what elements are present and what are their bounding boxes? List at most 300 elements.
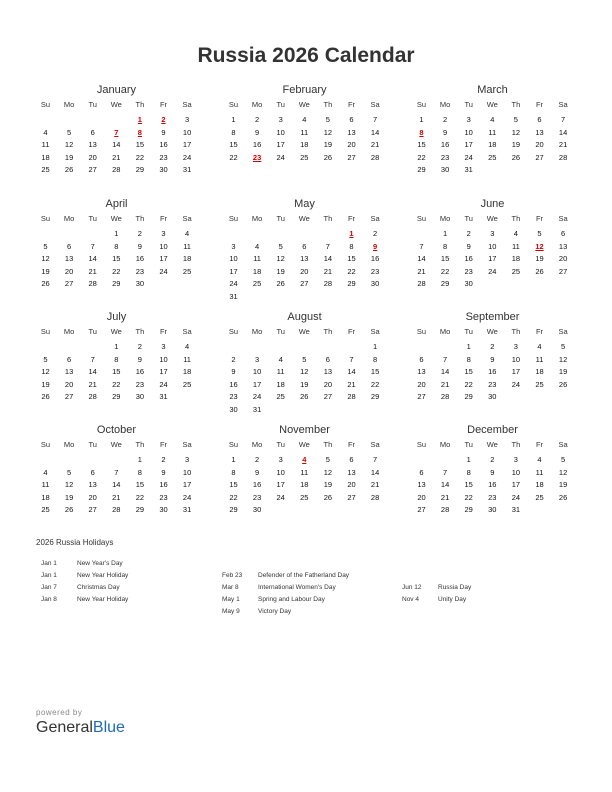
- weekday-header: Fr: [535, 327, 544, 336]
- month-december: [410, 422, 575, 514]
- footer-branding: [36, 708, 125, 737]
- calendar-day: 13: [558, 241, 568, 251]
- calendar-day: 14: [370, 127, 380, 137]
- calendar-day: 27: [347, 492, 356, 502]
- weekday-header: Mo: [63, 440, 75, 449]
- weekday-header: Fr: [159, 214, 168, 223]
- calendar-day: 27: [417, 392, 426, 401]
- holiday-entry: [402, 584, 471, 591]
- calendar-day: 28: [347, 392, 356, 401]
- calendar-day: 30: [440, 165, 450, 174]
- calendar-day: 23: [159, 152, 168, 162]
- weekday-header: Sa: [182, 327, 192, 336]
- calendar-day: 29: [347, 279, 356, 288]
- calendar-day: 9: [443, 127, 448, 137]
- calendar-day: 28: [558, 152, 568, 162]
- calendar-day: 25: [252, 279, 262, 288]
- calendar-day: 23: [370, 266, 380, 276]
- calendar-day: 29: [135, 165, 145, 174]
- weekday-header: Mo: [251, 214, 263, 223]
- calendar-day: 20: [347, 480, 356, 489]
- calendar-day: 10: [464, 127, 473, 137]
- calendar-day: 8: [373, 354, 378, 364]
- calendar-day: 5: [561, 455, 566, 464]
- calendar-day: 7: [373, 115, 378, 124]
- month-name: March: [477, 84, 508, 96]
- calendar-day: 6: [67, 354, 72, 364]
- calendar-day: 1: [231, 115, 236, 124]
- calendar-day: 30: [159, 165, 168, 174]
- holiday-date: May 1: [222, 596, 240, 603]
- calendar-day: 22: [370, 379, 380, 389]
- calendar-day: 11: [41, 140, 50, 149]
- calendar-day: 8: [443, 241, 448, 251]
- calendar-day: 22: [135, 152, 145, 162]
- weekday-header: Mo: [63, 100, 75, 109]
- calendar-day: 24: [276, 492, 285, 502]
- weekday-header: We: [110, 327, 122, 336]
- calendar-day: 23: [252, 492, 262, 502]
- weekday-header: Su: [416, 214, 427, 223]
- calendar-day: 6: [561, 229, 566, 238]
- weekday-header: We: [486, 100, 498, 109]
- calendar-day: 4: [537, 455, 542, 464]
- calendar-day: 11: [535, 354, 544, 364]
- calendar-day: 15: [347, 254, 356, 263]
- calendar-day: 1: [443, 229, 448, 238]
- calendar-day: 30: [135, 392, 145, 401]
- calendar-day: 23: [135, 266, 145, 276]
- calendar-day: 25: [41, 505, 50, 514]
- weekday-header: Mo: [251, 100, 263, 109]
- weekday-header: Sa: [558, 440, 568, 449]
- calendar-day: 18: [276, 379, 285, 389]
- weekday-header: Fr: [347, 100, 356, 109]
- calendar-day: 18: [182, 367, 192, 376]
- calendar-day: 22: [112, 266, 121, 276]
- calendar-day: 26: [558, 492, 568, 502]
- calendar-day: 25: [535, 492, 544, 502]
- weekday-header: Mo: [251, 440, 263, 449]
- calendar-day: 13: [88, 480, 97, 489]
- calendar-day: 31: [252, 404, 262, 414]
- calendar-day: 2: [466, 229, 471, 238]
- holiday-date: May 9: [222, 608, 240, 615]
- weekday-header: Tu: [276, 100, 285, 109]
- calendar-day: 18: [300, 140, 309, 149]
- weekday-header: Sa: [182, 214, 192, 223]
- calendar-day: 4: [185, 229, 190, 238]
- weekday-header: Tu: [276, 214, 285, 223]
- calendar-day: 23: [488, 379, 497, 389]
- calendar-day: 20: [347, 140, 356, 149]
- calendar-day: 28: [112, 165, 121, 174]
- calendar-day: 14: [440, 367, 450, 376]
- calendar-day: 6: [325, 354, 330, 364]
- calendar-day: 2: [137, 229, 142, 238]
- calendar-day: 8: [466, 467, 471, 477]
- calendar-day: 21: [417, 266, 426, 276]
- holiday-date: Jan 8: [41, 596, 57, 603]
- holiday-day: 2: [161, 115, 166, 124]
- calendar-day: 29: [112, 279, 121, 288]
- calendar-day: 16: [440, 140, 450, 149]
- weekday-header: Sa: [370, 100, 380, 109]
- calendar-day: 7: [443, 354, 448, 364]
- calendar-day: 19: [64, 152, 74, 162]
- calendar-day: 16: [370, 254, 380, 263]
- calendar-day: 30: [370, 279, 380, 288]
- calendar-day: 15: [464, 367, 473, 376]
- calendar-day: 10: [159, 354, 168, 364]
- calendar-day: 25: [182, 379, 192, 389]
- calendar-day: 17: [182, 480, 192, 489]
- calendar-day: 18: [41, 492, 50, 502]
- calendar-day: 28: [440, 392, 450, 401]
- calendar-day: 11: [488, 127, 497, 137]
- calendar-day: 19: [535, 254, 544, 263]
- weekday-header: Th: [511, 440, 521, 449]
- calendar-day: 14: [112, 140, 121, 149]
- calendar-day: 28: [112, 505, 121, 514]
- calendar-day: 11: [183, 354, 191, 364]
- weekday-header: We: [298, 214, 310, 223]
- calendar-day: 1: [466, 455, 471, 464]
- weekday-header: Su: [40, 100, 51, 109]
- brand-logo: GeneralBlue: [36, 719, 125, 736]
- calendar-day: 9: [137, 354, 142, 364]
- weekday-header: Mo: [439, 214, 451, 223]
- calendar-day: 7: [90, 241, 95, 251]
- weekday-header: Fr: [347, 440, 356, 449]
- holiday-day: 9: [373, 241, 378, 251]
- calendar-day: 14: [347, 367, 356, 376]
- calendar-day: 12: [323, 467, 333, 477]
- calendar-day: 18: [300, 480, 309, 489]
- holiday-entry: [41, 560, 123, 567]
- calendar-day: 14: [440, 480, 450, 489]
- weekday-header: Mo: [439, 327, 451, 336]
- calendar-day: 21: [558, 140, 568, 149]
- weekday-header: We: [110, 100, 122, 109]
- month-name: August: [287, 311, 322, 323]
- calendar-day: 1: [466, 342, 471, 351]
- holiday-day: 1: [349, 229, 354, 238]
- weekday-header: Fr: [347, 214, 356, 223]
- calendar-day: 5: [302, 354, 307, 364]
- calendar-day: 26: [41, 279, 50, 288]
- calendar-day: 11: [253, 254, 261, 263]
- holiday-day: 8: [419, 127, 424, 137]
- weekday-header: Th: [323, 214, 333, 223]
- calendar-day: 29: [440, 279, 450, 288]
- calendar-day: 16: [488, 480, 497, 489]
- calendar-day: 7: [90, 354, 95, 364]
- weekday-header: We: [298, 100, 310, 109]
- calendar-day: 10: [276, 467, 285, 477]
- calendar-day: 6: [349, 455, 354, 464]
- calendar-day: 30: [252, 505, 262, 514]
- calendar-day: 29: [135, 505, 145, 514]
- weekday-header: Th: [135, 100, 145, 109]
- calendar-day: 16: [464, 254, 473, 263]
- calendar-day: 24: [511, 379, 521, 389]
- calendar-day: 30: [229, 404, 238, 414]
- calendar-day: 24: [511, 492, 521, 502]
- calendar-day: 12: [276, 254, 285, 263]
- calendar-day: 9: [231, 367, 236, 376]
- weekday-header: Th: [511, 214, 521, 223]
- calendar-day: 12: [558, 467, 568, 477]
- weekday-header: Su: [40, 440, 51, 449]
- month-name: November: [279, 424, 330, 436]
- calendar-day: 6: [419, 467, 424, 477]
- calendar-day: 2: [490, 455, 495, 464]
- weekday-header: Fr: [159, 327, 168, 336]
- calendar-day: 20: [88, 492, 97, 502]
- calendar-day: 16: [252, 480, 262, 489]
- calendar-day: 27: [535, 152, 544, 162]
- calendar-day: 2: [137, 342, 142, 351]
- weekday-header: Su: [228, 440, 239, 449]
- calendar-day: 19: [41, 379, 50, 389]
- calendar-day: 21: [440, 379, 450, 389]
- calendar-day: 28: [88, 279, 97, 288]
- weekday-header: Fr: [535, 214, 544, 223]
- calendar-day: 20: [64, 379, 74, 389]
- weekday-header: Fr: [535, 440, 544, 449]
- holiday-date: Jun 12: [402, 584, 422, 591]
- holiday-name: Victory Day: [258, 608, 292, 615]
- calendar-day: 24: [159, 379, 168, 389]
- calendar-day: 13: [300, 254, 309, 263]
- holiday-entry: [41, 572, 128, 579]
- calendar-day: 3: [278, 115, 283, 124]
- weekday-header: We: [110, 440, 122, 449]
- calendar-day: 31: [182, 165, 192, 174]
- weekday-header: Th: [323, 440, 333, 449]
- month-september: [410, 309, 575, 401]
- calendar-day: 11: [41, 480, 50, 489]
- calendar-day: 20: [64, 266, 74, 276]
- calendar-day: 14: [112, 480, 121, 489]
- calendar-day: 27: [88, 165, 97, 174]
- holiday-day: 1: [137, 115, 142, 124]
- calendar-day: 13: [347, 127, 356, 137]
- calendar-day: 12: [300, 367, 309, 376]
- weekday-header: Mo: [439, 440, 451, 449]
- calendar-day: 2: [255, 455, 260, 464]
- calendar-day: 1: [114, 229, 119, 238]
- calendar-day: 21: [370, 480, 380, 489]
- calendar-day: 4: [278, 354, 283, 364]
- calendar-day: 8: [466, 354, 471, 364]
- calendar-day: 15: [464, 480, 473, 489]
- calendar-day: 7: [419, 241, 424, 251]
- calendar-day: 12: [41, 254, 50, 263]
- calendar-day: 20: [417, 492, 426, 502]
- calendar-day: 27: [64, 279, 74, 288]
- weekday-header: We: [486, 214, 498, 223]
- calendar-day: 9: [490, 467, 495, 477]
- calendar-day: 19: [276, 266, 285, 276]
- calendar-day: 3: [161, 229, 166, 238]
- calendar-day: 8: [137, 467, 142, 477]
- calendar-day: 2: [373, 229, 378, 238]
- calendar-day: 25: [300, 152, 309, 162]
- calendar-day: 12: [64, 140, 74, 149]
- holiday-entry: [222, 572, 349, 579]
- calendar-day: 3: [513, 342, 518, 351]
- calendar-day: 22: [464, 379, 473, 389]
- weekday-header: Th: [511, 100, 521, 109]
- calendar-day: 22: [135, 492, 145, 502]
- calendar-day: 5: [561, 342, 566, 351]
- weekday-header: We: [298, 440, 310, 449]
- calendar-day: 5: [43, 354, 48, 364]
- holiday-date: Jan 1: [41, 572, 57, 579]
- calendar-day: 21: [88, 266, 97, 276]
- calendar-day: 28: [323, 279, 333, 288]
- calendar-day: 5: [67, 467, 72, 477]
- calendar-day: 9: [255, 467, 260, 477]
- calendar-day: 26: [64, 505, 74, 514]
- calendar-day: 1: [114, 342, 119, 351]
- weekday-header: Mo: [251, 327, 263, 336]
- calendar-day: 20: [535, 140, 544, 149]
- month-november: [222, 422, 387, 514]
- holidays-heading: 2026 Russia Holidays: [36, 538, 114, 547]
- calendar-day: 3: [161, 342, 166, 351]
- calendar-day: 4: [185, 342, 190, 351]
- calendar-day: 18: [488, 140, 497, 149]
- weekday-header: Th: [511, 327, 521, 336]
- powered-by-text: powered by: [36, 708, 83, 717]
- calendar-day: 17: [276, 480, 285, 489]
- calendar-day: 10: [511, 467, 521, 477]
- calendar-day: 11: [535, 467, 544, 477]
- calendar-day: 11: [300, 467, 309, 477]
- weekday-header: Su: [40, 214, 51, 223]
- calendar-day: 18: [41, 152, 50, 162]
- weekday-header: Tu: [464, 327, 473, 336]
- calendar-day: 4: [302, 115, 307, 124]
- calendar-day: 10: [182, 467, 192, 477]
- calendar-day: 8: [231, 127, 236, 137]
- calendar-day: 3: [513, 455, 518, 464]
- calendar-day: 4: [490, 115, 495, 124]
- calendar-day: 6: [90, 127, 95, 137]
- month-may: [222, 196, 387, 301]
- calendar-day: 4: [43, 127, 48, 137]
- calendar-day: 29: [370, 392, 380, 401]
- calendar-day: 18: [252, 266, 262, 276]
- weekday-header: Mo: [63, 327, 75, 336]
- calendar-day: 13: [64, 367, 74, 376]
- month-name: February: [282, 84, 327, 96]
- calendar-day: 6: [302, 241, 307, 251]
- calendar-day: 27: [88, 505, 97, 514]
- calendar-day: 3: [278, 455, 283, 464]
- weekday-header: Th: [135, 214, 145, 223]
- calendar-day: 27: [64, 392, 74, 401]
- calendar-day: 16: [135, 367, 145, 376]
- calendar-day: 22: [440, 266, 450, 276]
- calendar-day: 9: [255, 127, 260, 137]
- holiday-name: Christmas Day: [77, 584, 120, 591]
- holiday-name: New Year Holiday: [77, 572, 129, 579]
- calendar-day: 17: [229, 266, 238, 276]
- calendar-day: 12: [323, 127, 333, 137]
- calendar-day: 26: [323, 492, 333, 502]
- calendar-day: 2: [443, 115, 448, 124]
- calendar-day: 26: [64, 165, 74, 174]
- calendar-day: 5: [278, 241, 283, 251]
- calendar-day: 28: [440, 505, 450, 514]
- weekday-header: Fr: [347, 327, 356, 336]
- calendar-day: 3: [185, 115, 190, 124]
- weekday-header: Tu: [88, 440, 97, 449]
- calendar-day: 14: [558, 127, 568, 137]
- holiday-name: New Year Holiday: [77, 596, 129, 603]
- calendar-day: 3: [490, 229, 495, 238]
- holiday-entry: [222, 596, 325, 603]
- calendar-day: 26: [323, 152, 333, 162]
- month-august: [222, 309, 387, 414]
- calendar-day: 26: [511, 152, 521, 162]
- weekday-header: Fr: [159, 100, 168, 109]
- calendar-day: 4: [255, 241, 260, 251]
- calendar-day: 3: [466, 115, 471, 124]
- calendar-day: 8: [231, 467, 236, 477]
- calendar-day: 13: [417, 367, 426, 376]
- calendar-day: 28: [370, 492, 380, 502]
- month-name: May: [294, 198, 315, 210]
- calendar-day: 21: [112, 492, 121, 502]
- calendar-day: 10: [252, 367, 262, 376]
- holiday-entry: [222, 584, 336, 591]
- calendar-day: 15: [135, 480, 145, 489]
- calendar-day: 24: [159, 266, 168, 276]
- calendar-day: 6: [349, 115, 354, 124]
- calendar-day: 17: [464, 140, 473, 149]
- calendar-day: 20: [323, 379, 333, 389]
- calendar-day: 21: [88, 379, 97, 389]
- weekday-header: Sa: [558, 214, 568, 223]
- calendar-day: 10: [488, 241, 497, 251]
- calendar-day: 1: [373, 342, 378, 351]
- calendar-day: 7: [114, 467, 119, 477]
- calendar-day: 26: [535, 266, 544, 276]
- weekday-header: Fr: [535, 100, 544, 109]
- month-name: June: [480, 198, 505, 210]
- calendar-day: 24: [488, 266, 497, 276]
- month-name: April: [105, 198, 128, 210]
- calendar-day: 1: [137, 455, 142, 464]
- calendar-day: 10: [182, 127, 192, 137]
- holiday-entry: [402, 596, 466, 603]
- calendar-day: 24: [252, 392, 262, 401]
- calendar-day: 9: [161, 127, 166, 137]
- calendar-day: 8: [349, 241, 354, 251]
- calendar-day: 28: [88, 392, 97, 401]
- weekday-header: Mo: [63, 214, 75, 223]
- calendar-day: 17: [252, 379, 262, 389]
- month-name: January: [96, 84, 137, 96]
- weekday-header: Th: [323, 327, 333, 336]
- calendar-day: 7: [373, 455, 378, 464]
- calendar-day: 17: [159, 367, 168, 376]
